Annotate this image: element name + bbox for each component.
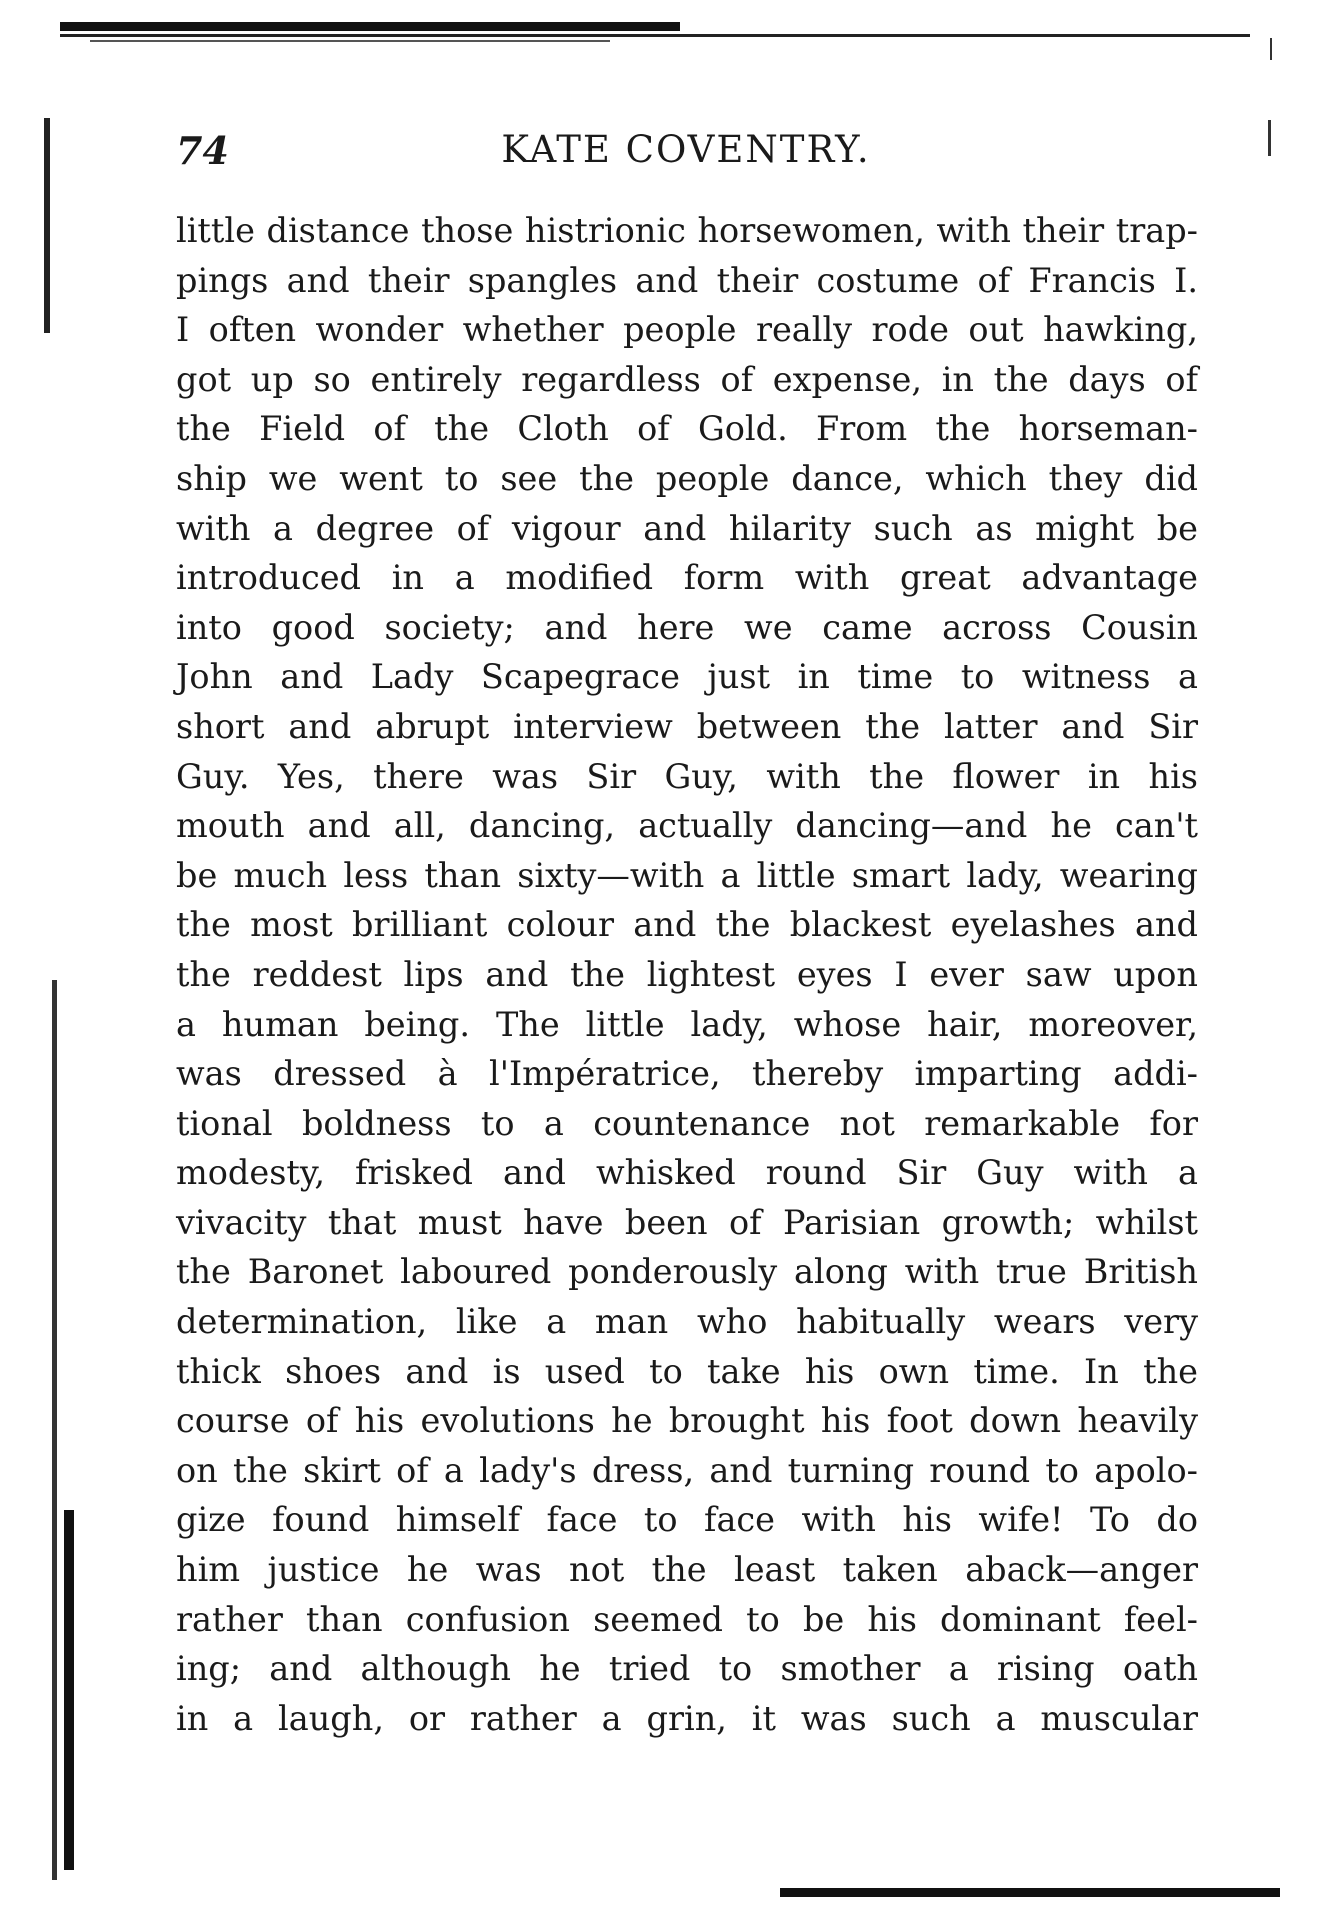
text-line: rather than confusion seemed to be his dominant feel- bbox=[176, 1599, 1198, 1639]
running-title: KATE COVENTRY. bbox=[501, 128, 871, 171]
text-line: determination, like a man who habitually wears very bbox=[176, 1302, 1198, 1342]
text-line: Guy. Yes, there was Sir Guy, with the flower in his bbox=[176, 756, 1198, 796]
text-line: in a laugh, or rather a grin, it was such a muscular bbox=[176, 1698, 1198, 1738]
text-line: tional boldness to a countenance not remarkable for bbox=[176, 1103, 1198, 1143]
scan-bottom-rule bbox=[780, 1888, 1280, 1897]
text-line: I often wonder whether people really rode out hawking, bbox=[176, 310, 1198, 350]
text-line: got up so entirely regardless of expense, in the days of bbox=[176, 359, 1198, 399]
text-line: ship we went to see the people dance, which they did bbox=[176, 458, 1198, 498]
text-line: with a degree of vigour and hilarity such as might be bbox=[176, 508, 1198, 548]
text-line: course of his evolutions he brought his foot down heavily bbox=[176, 1401, 1198, 1441]
scan-top-rule bbox=[60, 22, 1250, 44]
text-line: ing; and although he tried to smother a rising oath bbox=[176, 1649, 1198, 1689]
text-line: modesty, frisked and whisked round Sir Guy with a bbox=[176, 1153, 1198, 1193]
text-line: him justice he was not the least taken aback—anger bbox=[176, 1550, 1198, 1590]
text-line: the most brilliant colour and the blackest eyelashes and bbox=[176, 905, 1198, 945]
scan-edge-mark bbox=[1268, 120, 1271, 156]
text-line: vivacity that must have been of Parisian growth; whilst bbox=[176, 1202, 1198, 1242]
body-text bbox=[176, 206, 1198, 1743]
text-line: the Field of the Cloth of Gold. From the horseman- bbox=[176, 409, 1198, 449]
text-line: John and Lady Scapegrace just in time to witness a bbox=[176, 657, 1198, 697]
text-line: thick shoes and is used to take his own time. In the bbox=[176, 1351, 1198, 1391]
text-line: mouth and all, dancing, actually dancing—and he can't bbox=[176, 806, 1198, 846]
text-line: pings and their spangles and their costume of Francis I. bbox=[176, 260, 1198, 300]
text-line: gize found himself face to face with his wife! To do bbox=[176, 1500, 1198, 1540]
scan-edge-mark bbox=[1270, 38, 1272, 60]
text-line: introduced in a modified form with great advantage bbox=[176, 558, 1198, 598]
text-line: the reddest lips and the lightest eyes I ever saw upon bbox=[176, 954, 1198, 994]
text-line: short and abrupt interview between the latter and Sir bbox=[176, 706, 1198, 746]
text-line: on the skirt of a lady's dress, and turning round to apolo- bbox=[176, 1450, 1198, 1490]
text-line: the Baronet laboured ponderously along with true British bbox=[176, 1252, 1198, 1292]
text-line: be much less than sixty—with a little smart lady, wearing bbox=[176, 855, 1198, 895]
scan-edge-shadow bbox=[64, 1510, 74, 1870]
page-header bbox=[176, 128, 1196, 176]
scan-edge-shadow bbox=[44, 118, 50, 333]
text-line: little distance those histrionic horsewomen, with their trap- bbox=[176, 211, 1198, 250]
text-line: was dressed à l'Impératrice, thereby imparting addi- bbox=[176, 1054, 1198, 1094]
text-line: a human being. The little lady, whose hair, moreover, bbox=[176, 1004, 1198, 1044]
scan-edge-shadow bbox=[52, 980, 57, 1880]
page-number: 74 bbox=[176, 128, 229, 173]
text-line: into good society; and here we came across Cousin bbox=[176, 607, 1198, 647]
